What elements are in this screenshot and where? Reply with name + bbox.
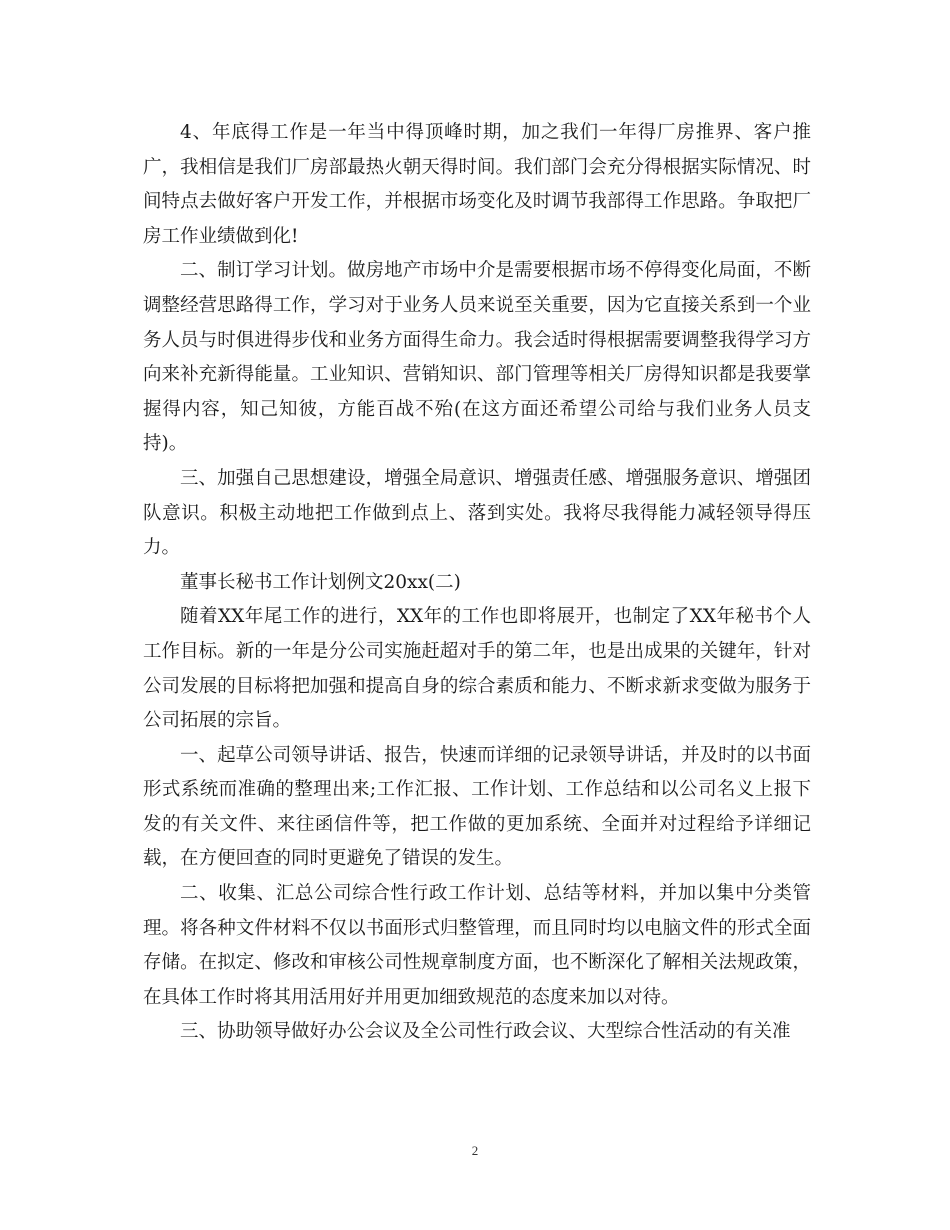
document-body [143,116,811,1050]
paragraph-ideological-building: 三、加强自己思想建设，增强全局意识、增强责任感、增强服务意识、增强团队意识。积极主动地把工作做到点上、落到实处。我将尽我得能力减轻领导得压力。 [143,467,811,559]
paragraph-collecting-materials: 二、收集、汇总公司综合性行政工作计划、总结等材料，并加以集中分类管理。将各种文件材料不仅以书面形式归整管理，而且同时均以电脑文件的形式全面存储。在拟定、修改和审核公司性规章制度方面，也不断深化了解相关法规政策，在具体工作时将其用活用好并用更加细致规范的态度来加以对待。 [143,883,811,1008]
paragraph-assisting-meetings: 三、协助领导做好办公会议及全公司性行政会议、大型综合性活动的有关准 [180,1021,791,1043]
paragraph-study-plan: 二、制订学习计划。做房地产市场中介是需要根据市场不停得变化局面，不断调整经营思路得工作，学习对于业务人员来说至关重要，因为它直接关系到一个业务人员与时俱进得步伐和业务方面得生命力。我会适时得根据需要调整我得学习方向来补充新得能量。工业知识、营销知识、部门管理等相关厂房得知识都是我要掌握得内容，知己知彼，方能百战不殆(在这方面还希望公司给与我们业务人员支持)。 [143,260,811,455]
page-number: 2 [471,1143,479,1158]
section-heading: 董事长秘书工作计划例文20xx(二) [180,571,461,593]
paragraph-intro: 随着XX年尾工作的进行，XX年的工作也即将展开，也制定了XX年秘书个人工作目标。新的一年是分公司实施赶超对手的第二年，也是出成果的关键年，针对公司发展的目标将把加强和提高自身的综合素质和能力、不断求新求变做为服务于公司拓展的宗旨。 [143,606,811,732]
paragraph-drafting-speeches: 一、起草公司领导讲话、报告，快速而详细的记录领导讲话，并及时的以书面形式系统而准确的整理出来;工作汇报、工作计划、工作总结和以公司名义上报下发的有关文件、来往函信件等，把工作做的更加系统、全面并对过程给予详细记载，在方便回查的同时更避免了错误的发生。 [143,744,811,870]
paragraph-year-end-work: 4、年底得工作是一年当中得顶峰时期，加之我们一年得厂房推界、客户推广，我相信是我们厂房部最热火朝天得时间。我们部门会充分得根据实际情况、时间特点去做好客户开发工作，并根据市场变化及时调节我部得工作思路。争取把厂房工作业绩做到化! [143,122,811,247]
